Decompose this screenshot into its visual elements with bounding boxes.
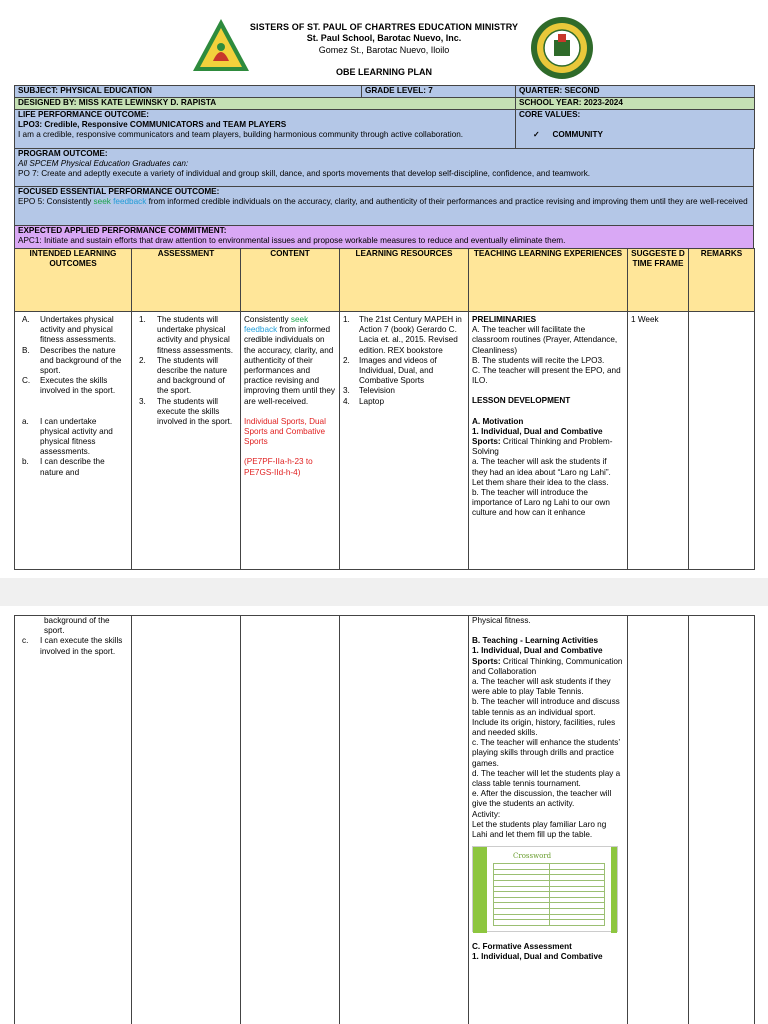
resource-item: 3. Television	[343, 386, 395, 396]
program-sub: All SPCEM Physical Education Graduates can:	[18, 159, 189, 168]
eapc-cell	[15, 226, 754, 249]
crossword-activity-image: Crossword	[472, 846, 618, 932]
subject-cell: SUBJECT: PHYSICAL EDUCATION	[15, 86, 362, 98]
col-content: CONTENT	[241, 249, 340, 312]
mot-a: a. The teacher will ask the students if they had an idea about “Laro ng Lahi”. Let them share their idea to the class.	[472, 457, 611, 487]
assessment-item: 1. The students will undertake physical activity and physical fitness assessments.	[139, 315, 233, 355]
program-label: PROGRAM OUTCOME:	[18, 149, 108, 158]
preliminaries-heading: PRELIMINARIES	[472, 315, 537, 324]
check-icon: ✓	[533, 130, 540, 139]
ilo-item: A. Undertakes physical activity and physical fitness assessments.	[22, 315, 116, 345]
lesson-dev-heading: LESSON DEVELOPMENT	[472, 396, 571, 406]
ilo-item: C. Executes the skills involved in the sport.	[22, 376, 116, 396]
col-ilo: INTENDED LEARNING OUTCOMES	[15, 249, 132, 312]
school-year-cell: SCHOOL YEAR: 2023-2024	[516, 98, 755, 110]
content-codes: (PE7PF-IIa-h-23 to PE7GS-IId-h-4)	[244, 457, 313, 477]
content-cell-continued	[241, 616, 340, 1024]
content-cell	[241, 312, 340, 570]
time-cell-continued	[628, 616, 689, 1024]
resources-cell	[340, 312, 469, 570]
school-address: Gomez St., Barotac Nuevo, Iloilo	[318, 45, 450, 55]
core-value: COMMUNITY	[552, 130, 603, 139]
assessment-cell-continued	[132, 616, 241, 1024]
teaching-activities-heading: B. Teaching - Learning Activities	[472, 636, 599, 646]
pre-b: B. The students will recite the LPO3.	[472, 355, 605, 365]
lpo-label: LIFE PERFORMANCE OUTCOME:	[18, 110, 149, 119]
eapc-label: EXPECTED APPLIED PERFORMANCE COMMITMENT:	[18, 226, 227, 235]
lpo-cell	[15, 110, 516, 149]
tle-cell-continued: Physical fitness. B. Teaching - Learning Activities 1. Individual, Dual and Combative Sports: Critical Thinking, Communication and Collaboration a. The teacher will ask students if they were able to play Table Tennis. b. The teacher will introduce and discuss table tennis as an individual sport. Include its origin, history, facilities, rules and needed skills. c. The teacher will enhance the students’ playing skills through drills and practice games. d. The teacher will let the students play a class table tennis tournament. e. After the discussion, the teacher will give the students an activity. Activity: Let the students play familiar Laro ng Lahi and let them fill up the table. Crossword C. Formative Assessment 1. Individual, Dual and Combative	[469, 616, 628, 1024]
school-name: St. Paul School, Barotac Nuevo, Inc.	[306, 33, 462, 43]
time-cell: 1 Week	[628, 312, 689, 570]
quarter-cell: QUARTER: SECOND	[516, 86, 755, 98]
ilo-sub-item: a. I can undertake physical activity and physical fitness assessments.	[22, 416, 113, 457]
apc-text: APC1: Initiate and sustain efforts that draw attention to environmental issues and propose workable measures to reduce and eventually eliminate them.	[18, 236, 566, 245]
program-cell	[15, 149, 754, 187]
ilo-item: B. Describes the nature and background of the sport.	[22, 345, 122, 376]
mot-b: b. The teacher will introduce the importance of Laro ng Lahi to our own culture and how can it enhance	[472, 488, 610, 518]
assessment-item: 3. The students will execute the skills involved in the sport.	[139, 396, 233, 427]
resource-item: 2. Images and videos of Individual, Dual, and Combative Sports	[343, 355, 437, 386]
ilo-sub-item: b. I can describe the nature and	[22, 457, 105, 477]
ministry-title: SISTERS OF ST. PAUL OF CHARTRES EDUCATION MINISTRY	[249, 22, 519, 32]
lpo-text: I am a credible, responsive communicators and team players, building harmonious community through active collaboration.	[18, 130, 464, 139]
plan-table-page2	[14, 615, 755, 1024]
lpo-code: LPO3: Credible, Responsive COMMUNICATORS and TEAM PLAYERS	[18, 120, 287, 129]
program-table	[14, 148, 754, 249]
epo-text: EPO 5: Consistently seek feedback from informed credible individuals on the accuracy, clarity, and authenticity of their performances and practice revising and improving them until they are well-received	[18, 197, 748, 206]
ilo-cell	[15, 312, 132, 570]
col-assessment: ASSESSMENT	[132, 249, 241, 312]
fepo-label: FOCUSED ESSENTIAL PERFORMANCE OUTCOME:	[18, 187, 220, 196]
remarks-cell-continued	[689, 616, 755, 1024]
document-title: OBE LEARNING PLAN	[335, 67, 432, 77]
col-time: SUGGESTE D TIME FRAME	[628, 249, 689, 312]
tle-cell	[469, 312, 628, 570]
pre-a: A. The teacher will facilitate the classroom routines (Prayer, Attendance, Cleanliness)	[472, 325, 618, 355]
assessment-item: 2. The students will describe the nature and background of the sport.	[139, 355, 228, 396]
mot-1: 1. Individual, Dual and Combative Sports: Critical Thinking and Problem-Solving	[472, 426, 613, 457]
content-topic: Individual Sports, Dual Sports and Combative Sports	[244, 416, 326, 447]
content-text: Consistently seek feedback from informed credible individuals on the accuracy, clarity, and authenticity of their performances and practice revising and improving them until they are well-received.	[244, 315, 336, 406]
info-table	[14, 85, 755, 110]
po-text: PO 7: Create and adeptly execute a variety of individual and group skill, dance, and sports movements that develop self-discipline, confidence, and teamwork.	[18, 169, 591, 178]
col-resources: LEARNING RESOURCES	[340, 249, 469, 312]
designed-by-cell: DESIGNED BY: MISS KATE LEWINSKY D. RAPISTA	[15, 98, 516, 110]
ilo-cell-continued: background of the sport. c. I can execute the skills involved in the sport.	[15, 616, 132, 1024]
remarks-cell	[689, 312, 755, 570]
fepo-cell	[15, 187, 754, 226]
col-remarks: REMARKS	[689, 249, 755, 312]
page-2	[0, 606, 768, 1024]
core-values-cell	[516, 110, 755, 149]
lpo-table	[14, 109, 755, 149]
formative-heading: C. Formative Assessment	[472, 942, 572, 952]
plan-table-page1	[14, 248, 755, 570]
assessment-cell	[132, 312, 241, 570]
grade-cell: GRADE LEVEL: 7	[362, 86, 516, 98]
resource-item: 1. The 21st Century MAPEH in Action 7 (book) Gerardo C. Lacia et. al., 2015. Revised edition. REX bookstore	[343, 315, 462, 355]
resources-cell-continued	[340, 616, 469, 1024]
motivation-heading: A. Motivation	[472, 416, 524, 426]
col-tle: TEACHING LEARNING EXPERIENCES	[469, 249, 628, 312]
resource-item: 4. Laptop	[343, 396, 385, 406]
core-values-label: CORE VALUES:	[519, 110, 581, 119]
pre-c: C. The teacher will present the EPO, and ILO.	[472, 366, 621, 386]
